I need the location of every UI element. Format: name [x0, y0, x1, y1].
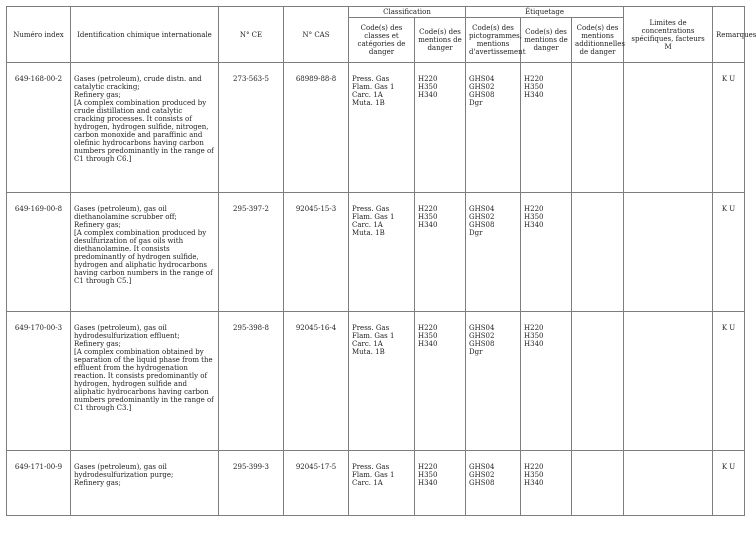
notes-cell: K U: [713, 193, 745, 312]
cas-number-cell: 92045-16-4: [284, 312, 349, 451]
hazard-statement-cell: H220 H350 H340: [415, 312, 466, 451]
index-number-cell: 649-168-00-2: [7, 63, 71, 193]
header-labelling: Étiquetage: [466, 7, 624, 18]
header-hazard-class: Code(s) des classes et catégories de danger: [349, 18, 415, 63]
header-identification: Identification chimique internationale: [71, 7, 219, 63]
identification-cell: Gases (petroleum), gas oil hydrodesulfurization purge; Refinery gas;: [71, 451, 219, 516]
index-number-cell: 649-169-00-8: [7, 193, 71, 312]
pictogram-cell: GHS04 GHS02 GHS08 Dgr: [466, 312, 521, 451]
table-row: [7, 63, 745, 193]
pictogram-cell: GHS04 GHS02 GHS08: [466, 451, 521, 516]
ec-number-cell: 295-397-2: [219, 193, 284, 312]
header-ec-no: N° CE: [219, 7, 284, 63]
supplementary-cell: [572, 312, 624, 451]
notes-cell: K U: [713, 451, 745, 516]
regulation-page: [6, 6, 756, 516]
header-supplementary: Code(s) des mentions additionnelles de danger: [572, 18, 624, 63]
notes-cell: K U: [713, 312, 745, 451]
supplementary-cell: [572, 451, 624, 516]
header-label-hazard-statement: Code(s) des mentions de danger: [521, 18, 572, 63]
substance-table: [6, 6, 756, 516]
limits-cell: [624, 312, 713, 451]
label-statement-cell: H220 H350 H340: [521, 451, 572, 516]
hazard-class-cell: Press. Gas Flam. Gas 1 Carc. 1A: [349, 451, 415, 516]
header-row-top: [7, 7, 745, 18]
header-limits: Limites de concentrations spécifiques, facteurs M: [624, 7, 713, 63]
hazard-statement-cell: H220 H350 H340: [415, 63, 466, 193]
identification-cell: Gases (petroleum), gas oil diethanolamine scrubber off; Refinery gas; [A complex combination produced by desulfurization of gas oils with diethanolamine. It consists predominantly of hydrogen sulfide, hydrogen and aliphatic hydrocarbons having carbon numbers in the range of C1 through C5.]: [71, 193, 219, 312]
header-cas-no: N° CAS: [284, 7, 349, 63]
header-notes: Remarques: [713, 7, 745, 63]
index-number-cell: 649-171-00-9: [7, 451, 71, 516]
cas-number-cell: 68989-88-8: [284, 63, 349, 193]
header-classification: Classification: [349, 7, 466, 18]
limits-cell: [624, 193, 713, 312]
header-pictogram: Code(s) des pictogrammes, mentions d'avertissement: [466, 18, 521, 63]
cas-number-cell: 92045-15-3: [284, 193, 349, 312]
index-number-cell: 649-170-00-3: [7, 312, 71, 451]
identification-cell: Gases (petroleum), gas oil hydrodesulfurization effluent; Refinery gas; [A complex combination obtained by separation of the liquid phase from the effluent from the hydrogenation reaction. It consists predominantly of hydrogen, hydrogen sulfide and aliphatic hydrocarbons having carbon numbers predominantly in the range of C1 through C3.]: [71, 312, 219, 451]
limits-cell: [624, 63, 713, 193]
label-statement-cell: H220 H350 H340: [521, 63, 572, 193]
hazard-class-cell: Press. Gas Flam. Gas 1 Carc. 1A Muta. 1B: [349, 63, 415, 193]
identification-cell: Gases (petroleum), crude distn. and catalytic cracking; Refinery gas; [A complex combination produced by crude distillation and catalytic cracking processes. It consists of hydrogen, hydrogen sulfide, nitrogen, carbon monoxide and paraffinic and olefinic hydrocarbons having carbon numbers predominantly in the range of C1 through C6.]: [71, 63, 219, 193]
limits-cell: [624, 451, 713, 516]
table-row: [7, 193, 745, 312]
cas-number-cell: 92045-17-5: [284, 451, 349, 516]
ec-number-cell: 273-563-5: [219, 63, 284, 193]
hazard-class-cell: Press. Gas Flam. Gas 1 Carc. 1A Muta. 1B: [349, 193, 415, 312]
ec-number-cell: 295-398-8: [219, 312, 284, 451]
hazard-statement-cell: H220 H350 H340: [415, 193, 466, 312]
header-hazard-statement: Code(s) des mentions de danger: [415, 18, 466, 63]
notes-cell: K U: [713, 63, 745, 193]
pictogram-cell: GHS04 GHS02 GHS08 Dgr: [466, 193, 521, 312]
header-index-no: Numéro index: [7, 7, 71, 63]
supplementary-cell: [572, 193, 624, 312]
table-row: [7, 312, 745, 451]
supplementary-cell: [572, 63, 624, 193]
hazard-statement-cell: H220 H350 H340: [415, 451, 466, 516]
label-statement-cell: H220 H350 H340: [521, 312, 572, 451]
hazard-class-cell: Press. Gas Flam. Gas 1 Carc. 1A Muta. 1B: [349, 312, 415, 451]
pictogram-cell: GHS04 GHS02 GHS08 Dgr: [466, 63, 521, 193]
ec-number-cell: 295-399-3: [219, 451, 284, 516]
table-row: [7, 451, 745, 516]
label-statement-cell: H220 H350 H340: [521, 193, 572, 312]
